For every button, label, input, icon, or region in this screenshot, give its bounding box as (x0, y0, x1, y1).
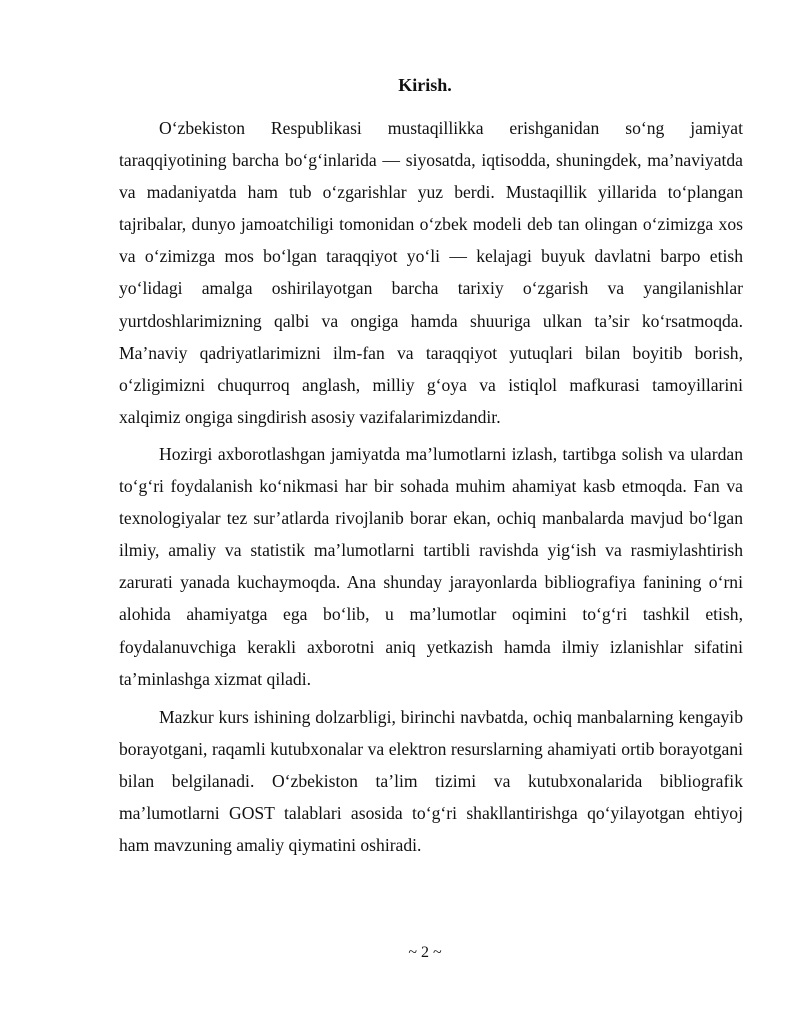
paragraph-2: Hozirgi axborotlashgan jamiyatda ma’lumotlarni izlash, tartibga solish va ulardan to‘g‘ri foydalanish ko‘nikmasi har bir sohada muhim ahamiyat kasb etmoqda. Fan va texnologiyalar tez sur’atlarda rivojlanib borar ekan, ochiq manbalarda mavjud bo‘lgan ilmiy, amaliy va statistik ma’lumotlarni tartibli ravishda yig‘ish va rasmiylashtirish zarurati yanada kuchaymoqda. Ana shunday jarayonlarda bibliografiya fanining o‘rni alohida ahamiyatga ega bo‘lib, u ma’lumotlar oqimini to‘g‘ri tashkil etish, foydalanuvchiga kerakli axborotni aniq yetkazish hamda ilmiy izlanishlar sifatini ta’minlashga xizmat qiladi. (119, 444, 743, 689)
paragraph-3: Mazkur kurs ishining dolzarbligi, birinchi navbatda, ochiq manbalarning kengayib borayotgani, raqamli kutubxonalar va elektron resurslarning ahamiyati ortib borayotgani bilan belgilanadi. O‘zbekiston ta’lim tizimi va kutubxonalarida bibliografik ma’lumotlarni GOST talablari asosida to‘g‘ri shakllantirishga qo‘yilayotgan ehtiyoj ham mavzuning amaliy qiymatini oshiradi. (119, 707, 743, 856)
paragraph-1: O‘zbekiston Respublikasi mustaqillikka erishganidan so‘ng jamiyat taraqqiyotining barcha bo‘g‘inlarida — siyosatda, iqtisodda, shuningdek, ma’naviyatda va madaniyatda ham tub o‘zgarishlar yuz berdi. Mustaqillik yillarida to‘plangan tajribalar, dunyo jamoatchiligi tomonidan o‘zbek modeli deb tan olingan o‘zimizga xos va o‘zimizga mos bo‘lgan taraqqiyot yo‘li — kelajagi buyuk davlatni barpo etish yo‘lidagi amalga oshirilayotgan barcha tarixiy o‘zgarish va yangilanishlar yurtdoshlarimizning qalbi va ongiga hamda shuuriga ulkan ta’sir ko‘rsatmoqda. Ma’naviy qadriyatlarimizni ilm-fan va taraqqiyot yutuqlari bilan boyitib borish, o‘zligimizni chuqurroq anglash, milliy g‘oya va istiqlol mafkurasi tamoyillarini xalqimiz ongiga singdirish asosiy vazifalarimizdandir. (119, 118, 743, 427)
page-number: ~ 2 ~ (408, 944, 442, 961)
section-title: Kirish. (398, 75, 452, 95)
